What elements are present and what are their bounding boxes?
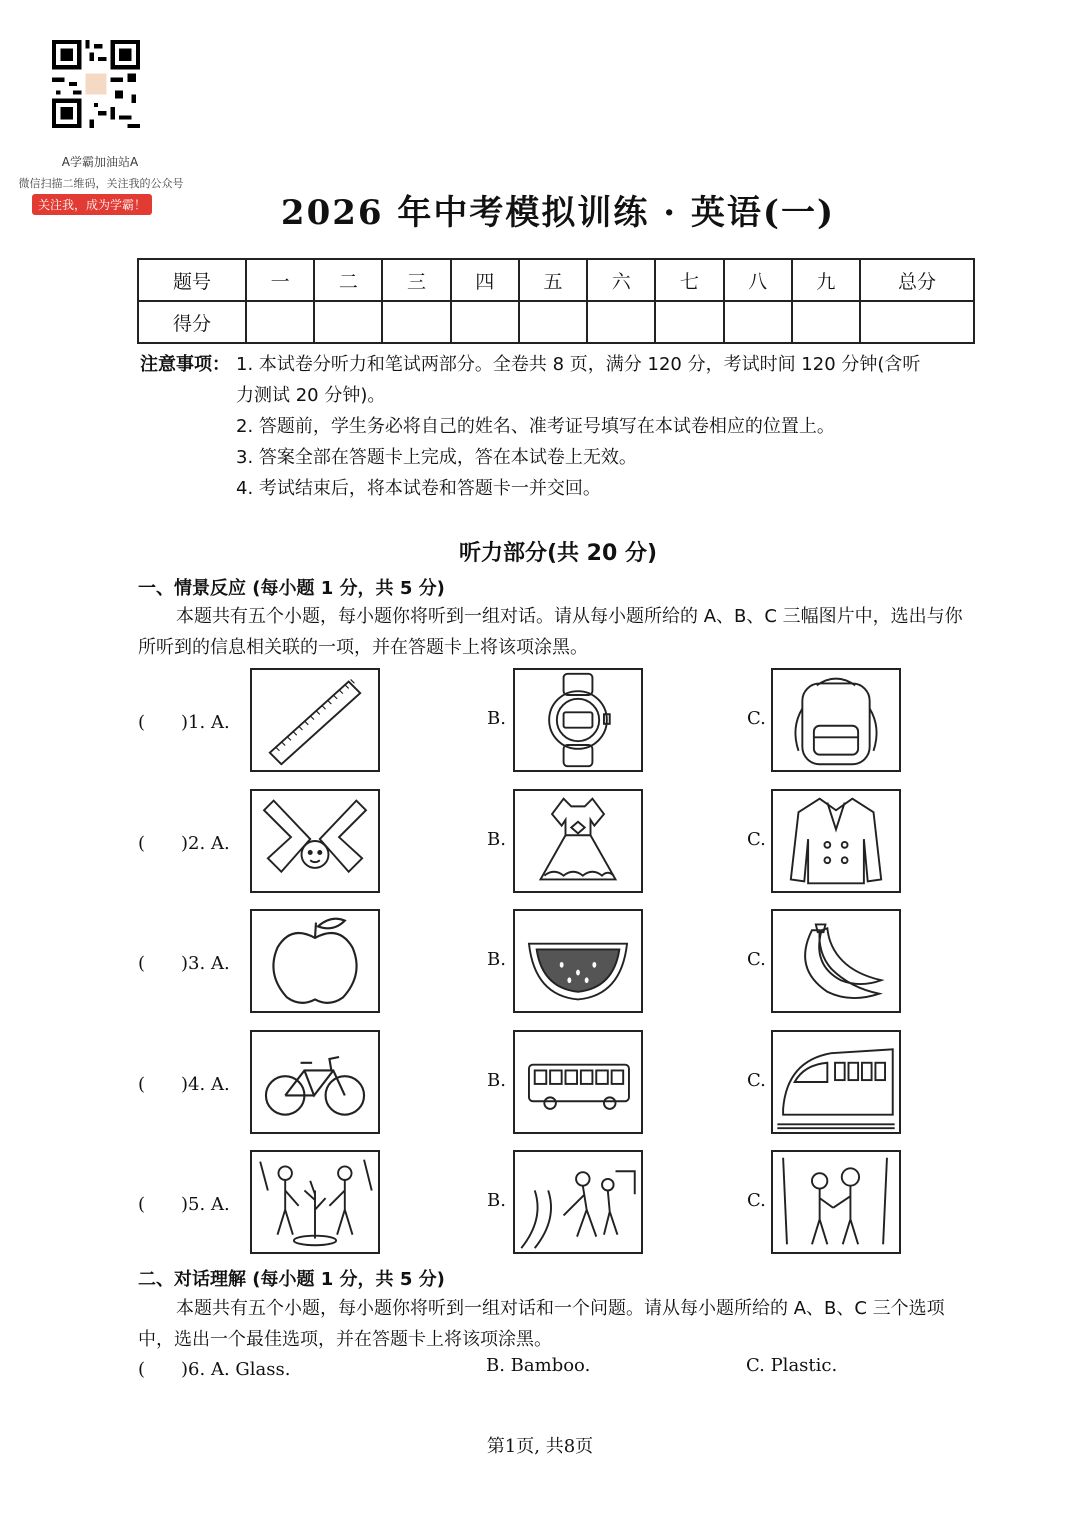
option-label-b: B. (487, 708, 506, 729)
bus-icon (515, 1032, 641, 1132)
note-item: 4. 考试结束后，将本试卷和答题卡一并交回。 (236, 478, 601, 499)
dress-icon (515, 791, 641, 891)
banana-icon (773, 911, 899, 1011)
train-icon (773, 1032, 899, 1132)
option-label-b: B. (487, 1190, 506, 1211)
q6-option-b: B. Bamboo. (486, 1355, 591, 1376)
option-picture-b[interactable] (513, 1030, 643, 1134)
option-label-c: C. (747, 1070, 766, 1091)
question-number: ( )3. A. (138, 953, 230, 974)
option-picture-b[interactable] (513, 1150, 643, 1254)
question-number: ( )1. A. (138, 712, 230, 733)
score-cell[interactable] (382, 301, 450, 343)
header-cell: 八 (724, 259, 792, 301)
part2-instructions: 本题共有五个小题，每小题你将听到一组对话和一个问题。请从每小题所给的 A、B、C 三个选项中，选出一个最佳选项，并在答题卡上将该项涂黑。 (138, 1298, 945, 1350)
q6-option-c: C. Plastic. (746, 1355, 838, 1376)
q6-number-option-a: ( )6. A. Glass. (138, 1359, 291, 1380)
header-cell: 二 (314, 259, 382, 301)
promo-caption: A学霸加油站A (61, 155, 139, 169)
option-picture-c[interactable] (771, 789, 901, 893)
option-picture-c[interactable] (771, 909, 901, 1013)
score-cell[interactable] (860, 301, 974, 343)
question-number: ( )2. A. (138, 833, 230, 854)
score-table (137, 258, 975, 344)
coat-icon (773, 791, 899, 891)
option-picture-a[interactable] (250, 668, 380, 772)
note-item: 2. 答题前，学生务必将自己的姓名、准考证号填写在本试卷相应的位置上。 (236, 416, 835, 437)
header-cell: 九 (792, 259, 860, 301)
header-cell: 七 (655, 259, 723, 301)
note-item: 3. 答案全部在答题卡上完成，答在本试卷上无效。 (236, 447, 637, 468)
score-cell[interactable] (724, 301, 792, 343)
part1-instructions: 本题共有五个小题，每小题你将听到一组对话。请从每小题所给的 A、B、C 三幅图片中，选出与你所听到的信息相关联的一项，并在答题卡上将该项涂黑。 (138, 606, 963, 658)
watch-icon (515, 670, 641, 770)
cleaning-river-icon (515, 1152, 641, 1252)
qr-code (52, 40, 140, 128)
promo-badge: 关注我，成为学霸！ (32, 194, 152, 215)
option-label-c: C. (747, 829, 766, 850)
score-table-score-row (138, 301, 974, 343)
option-picture-b[interactable] (513, 789, 643, 893)
header-cell: 五 (519, 259, 587, 301)
header-cell: 题号 (138, 259, 246, 301)
option-picture-b[interactable] (513, 909, 643, 1013)
score-cell[interactable] (587, 301, 655, 343)
note-item: 力测试 20 分钟)。 (236, 385, 386, 406)
option-picture-a[interactable] (250, 1150, 380, 1254)
apple-icon (252, 911, 378, 1011)
ruler-icon (252, 670, 378, 770)
listening-title: 听力部分(共 20 分) (458, 541, 658, 566)
score-cell[interactable] (792, 301, 860, 343)
page-footer: 第1页, 共8页 (486, 1436, 594, 1457)
option-label-c: C. (747, 949, 766, 970)
row-label: 得分 (138, 301, 246, 343)
notes-label: 注意事项： (140, 354, 230, 375)
score-cell[interactable] (451, 301, 519, 343)
option-picture-c[interactable] (771, 668, 901, 772)
notes (140, 349, 980, 504)
bicycle-icon (252, 1032, 378, 1132)
planting-trees-icon (252, 1152, 378, 1252)
score-cell[interactable] (314, 301, 382, 343)
header-cell: 四 (451, 259, 519, 301)
score-cell[interactable] (519, 301, 587, 343)
option-picture-c[interactable] (771, 1030, 901, 1134)
option-picture-b[interactable] (513, 668, 643, 772)
option-label-c: C. (747, 1190, 766, 1211)
option-label-b: B. (487, 1070, 506, 1091)
part1-heading: 一、情景反应 (每小题 1 分，共 5 分) (138, 578, 445, 599)
option-picture-c[interactable] (771, 1150, 901, 1254)
backpack-icon (773, 670, 899, 770)
note-item: 1. 本试卷分听力和笔试两部分。全卷共 8 页，满分 120 分，考试时间 120 分钟(含听 (236, 354, 921, 375)
question-number: ( )5. A. (138, 1194, 230, 1215)
header-cell: 三 (382, 259, 450, 301)
question-number: ( )4. A. (138, 1074, 230, 1095)
score-table-header-row (138, 259, 974, 301)
promo-subtitle: 微信扫描二维码，关注我的公众号 (18, 177, 184, 190)
header-cell: 总分 (860, 259, 974, 301)
header-cell: 六 (587, 259, 655, 301)
option-picture-a[interactable] (250, 789, 380, 893)
scarf-icon (252, 791, 378, 891)
watermelon-icon (515, 911, 641, 1011)
exam-title: 2026 年中考模拟训练 · 英语(一) (280, 193, 836, 233)
part2-heading: 二、对话理解 (每小题 1 分，共 5 分) (138, 1269, 445, 1290)
score-cell[interactable] (655, 301, 723, 343)
option-label-b: B. (487, 949, 506, 970)
walking-elderly-icon (773, 1152, 899, 1252)
score-cell[interactable] (246, 301, 314, 343)
option-label-b: B. (487, 829, 506, 850)
option-picture-a[interactable] (250, 909, 380, 1013)
option-picture-a[interactable] (250, 1030, 380, 1134)
option-label-c: C. (747, 708, 766, 729)
header-cell: 一 (246, 259, 314, 301)
